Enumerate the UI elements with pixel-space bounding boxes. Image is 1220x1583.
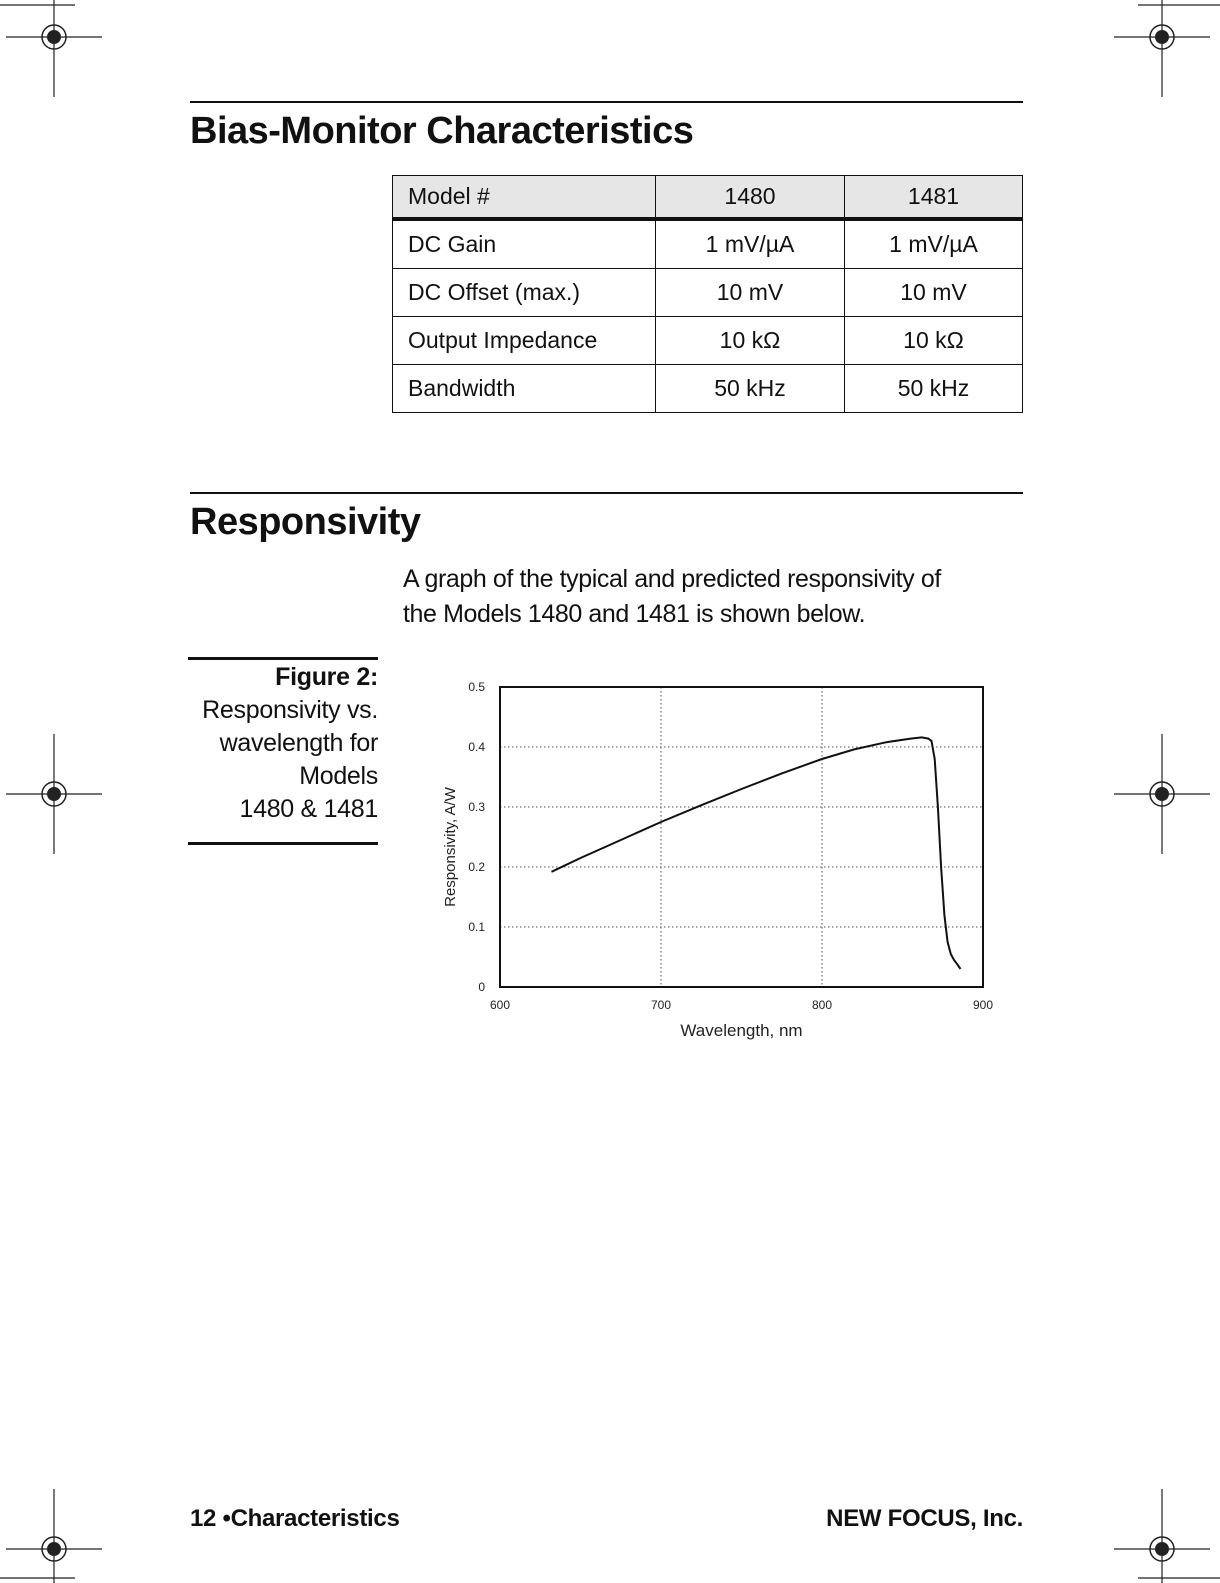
caption-line: Models — [299, 762, 378, 790]
table-header-cell: 1481 — [845, 176, 1023, 220]
table-cell: 50 kHz — [656, 365, 845, 413]
table-header-cell: 1480 — [656, 176, 845, 220]
table-row — [393, 317, 1023, 365]
intro-line: A graph of the typical and predicted responsivity of — [403, 565, 941, 593]
caption-rule-bottom — [188, 842, 378, 845]
plot-frame — [500, 687, 983, 987]
y-tick-label: 0.1 — [468, 920, 485, 934]
y-tick-label: 0.4 — [468, 740, 485, 754]
section-title-bias-monitor: Bias-Monitor Characteristics — [190, 110, 694, 152]
table-cell: 10 kΩ — [656, 317, 845, 365]
x-tick-label: 900 — [972, 998, 994, 1012]
y-axis-label: Responsivity, A/W — [442, 787, 459, 907]
table-cell: Bandwidth — [393, 365, 656, 413]
x-axis-label: Wavelength, nm — [680, 1021, 803, 1040]
table-row — [393, 269, 1023, 317]
series-line — [552, 737, 961, 969]
caption-rule-top — [188, 657, 378, 660]
table-cell: Output Impedance — [393, 317, 656, 365]
bias-monitor-table — [392, 175, 1023, 413]
caption-line: Responsivity vs. — [202, 696, 378, 724]
table-cell: 10 kΩ — [845, 317, 1023, 365]
table-cell: 10 mV — [845, 269, 1023, 317]
table-cell: 10 mV — [656, 269, 845, 317]
caption-line: 1480 & 1481 — [239, 795, 378, 823]
y-tick-label: 0.2 — [468, 860, 485, 874]
table-row — [393, 219, 1023, 269]
registration-mark-icon — [1114, 1489, 1210, 1583]
y-tick-label: 0.3 — [468, 800, 485, 814]
table-cell: DC Gain — [393, 219, 656, 269]
registration-mark-icon — [6, 1489, 102, 1583]
y-tick-label: 0 — [478, 980, 485, 994]
table-cell: 50 kHz — [845, 365, 1023, 413]
section-title-responsivity: Responsivity — [190, 501, 421, 543]
x-tick-label: 600 — [489, 998, 511, 1012]
figure-caption — [188, 661, 378, 826]
responsivity-intro — [403, 562, 1023, 632]
table-cell: DC Offset (max.) — [393, 269, 656, 317]
section-rule-responsivity — [190, 492, 1023, 494]
y-tick-label: 0.5 — [468, 680, 485, 694]
registration-mark-icon — [6, 734, 102, 854]
table-cell: 1 mV/µA — [656, 219, 845, 269]
figure-label: Figure 2: — [275, 663, 378, 691]
chart-grid — [500, 687, 983, 987]
caption-line: wavelength for — [219, 729, 378, 757]
footer-left: 12 •Characteristics — [190, 1505, 400, 1532]
registration-mark-icon — [1114, 0, 1210, 97]
x-tick-label: 800 — [811, 998, 833, 1012]
table-header-row — [393, 176, 1023, 220]
intro-line: the Models 1480 and 1481 is shown below. — [403, 600, 866, 628]
table-row — [393, 365, 1023, 413]
registration-mark-icon — [1114, 734, 1210, 854]
table-cell: 1 mV/µA — [845, 219, 1023, 269]
x-tick-label: 700 — [650, 998, 672, 1012]
section-rule-top — [190, 101, 1023, 103]
footer-right: NEW FOCUS, Inc. — [826, 1505, 1023, 1532]
registration-mark-icon — [6, 0, 102, 97]
responsivity-chart — [435, 670, 1015, 1060]
table-header-cell: Model # — [393, 176, 656, 220]
chart-ticks — [468, 680, 993, 1012]
